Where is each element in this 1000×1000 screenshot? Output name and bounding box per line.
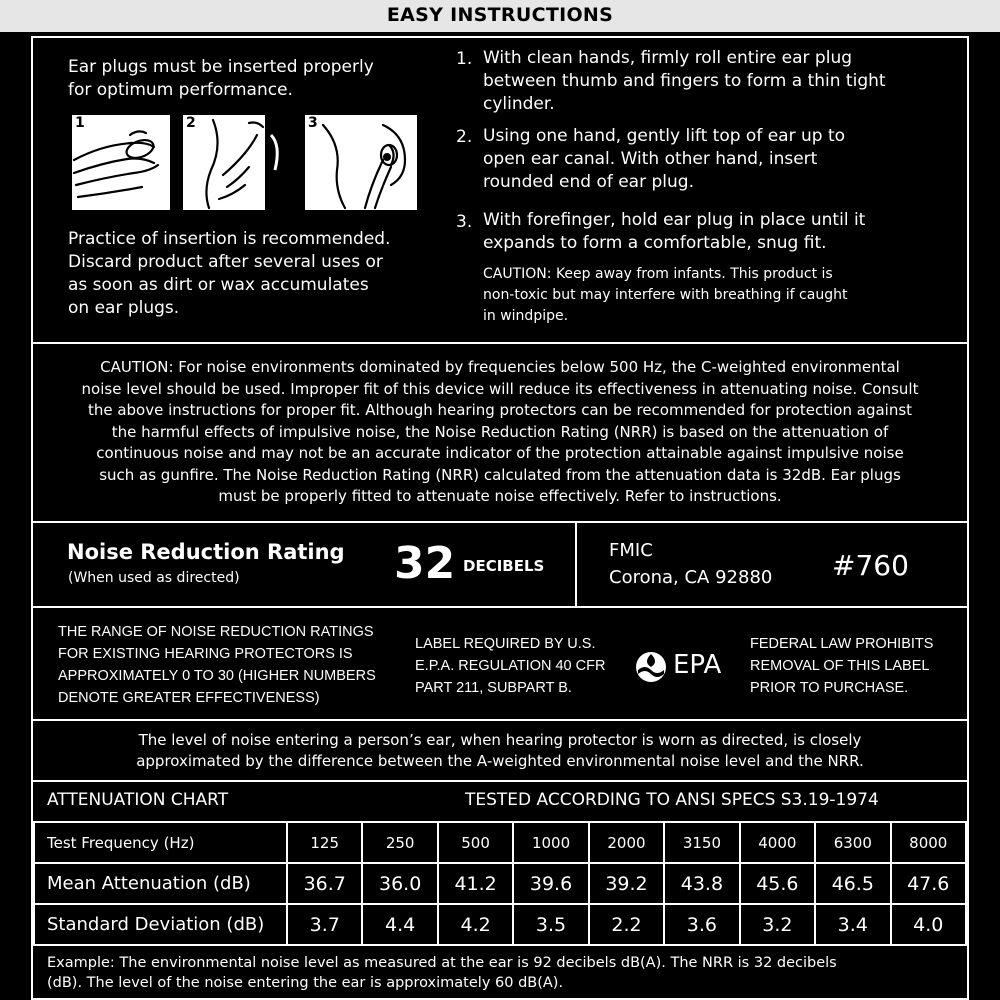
epa-logo-icon [633,650,669,684]
federal-law-line: PRIOR TO PURCHASE. [750,680,909,696]
table-cell: 36.0 [362,863,437,904]
nrr-value: 32 [394,538,456,589]
table-cell: 47.6 [891,863,967,904]
federal-law-line: FEDERAL LAW PROHIBITS [750,636,934,652]
practice-line: as soon as dirt or wax accumulates [68,275,369,295]
step-text-line: rounded end of ear plug. [483,172,694,192]
table-cell: 46.5 [815,863,890,904]
nrr-title: Noise Reduction Rating [67,540,345,564]
table-cell: 125 [287,822,362,863]
divider [575,521,577,608]
caution-line: the above instructions for proper fit. Although hearing protectors can be recommended for protection against [87,401,913,419]
range-line: FOR EXISTING HEARING PROTECTORS IS [58,646,353,662]
table-cell: 2000 [589,822,664,863]
divider [31,606,969,608]
intro-line: for optimum performance. [68,80,293,100]
table-cell: 3.6 [664,904,739,945]
step-3-number: 3 [308,115,318,131]
table-cell: 3.4 [815,904,890,945]
table-row [34,822,966,863]
step-1-illustration [72,115,170,210]
table-cell: 6300 [815,822,890,863]
insert-plug-icon [305,115,417,210]
table-cell: 4.4 [362,904,437,945]
federal-law-line: REMOVAL OF THIS LABEL [750,658,930,674]
intro-line: Ear plugs must be inserted properly [68,57,374,77]
table-cell: 4000 [740,822,815,863]
practice-line: Practice of insertion is recommended. [68,229,391,249]
table-cell: 1000 [513,822,588,863]
example-line: Example: The environmental noise level as measured at the ear is 92 decibels dB(A). The NRR is 32 decibels [47,955,837,971]
divider [31,780,969,782]
range-line: DENOTE GREATER EFFECTIVENESS) [58,690,320,706]
range-line: THE RANGE OF NOISE REDUCTION RATINGS [58,624,374,640]
table-cell: 500 [438,822,513,863]
row-label: Test Frequency (Hz) [34,822,287,863]
lift-ear-icon [183,115,293,210]
step-text-line: cylinder. [483,94,555,114]
epa-text: EPA [673,650,722,680]
row-label: Standard Deviation (dB) [34,904,287,945]
table-cell: 4.2 [438,904,513,945]
step-2-number: 2 [186,115,196,131]
table-cell: 39.2 [589,863,664,904]
divider [31,342,969,344]
noise-note-line: The level of noise entering a person’s ear, when hearing protector is worn as directed, is closely [138,731,862,749]
nrr-subtitle: (When used as directed) [68,570,240,586]
insertion-illustrations [72,115,417,210]
caution-line: continuous noise and may not be an accurate indicator of the protection attainable against impulsive noise [96,444,904,462]
table-row [34,904,966,945]
label-required-line: LABEL REQUIRED BY U.S. [415,636,596,652]
company-name: FMIC [609,540,653,561]
step-2-illustration [183,115,293,210]
range-line: APPROXIMATELY 0 TO 30 (HIGHER NUMBERS [58,668,376,684]
step-number: 2. [456,127,473,147]
table-cell: 36.7 [287,863,362,904]
table-cell: 3.7 [287,904,362,945]
caution-small-line: in windpipe. [483,308,569,324]
table-cell: 4.0 [891,904,967,945]
company-address: Corona, CA 92880 [609,567,773,588]
row-label: Mean Attenuation (dB) [34,863,287,904]
chart-title: ATTENUATION CHART [47,790,229,810]
step-3-illustration [305,115,417,210]
model-number: #760 [832,549,909,582]
table-cell: 3.2 [740,904,815,945]
caution-line: such as gunfire. The Noise Reduction Rating (NRR) calculated from the attenuation data is 32dB. Ear plugs [99,465,901,484]
table-cell: 250 [362,822,437,863]
attenuation-table [33,821,967,946]
table-cell: 3.5 [513,904,588,945]
step-text-line: between thumb and fingers to form a thin tight [483,71,886,91]
caution-line: the harmful effects of impulsive noise, the Noise Reduction Rating (NRR) is based on the attenuation of [111,422,889,441]
caution-small-line: CAUTION: Keep away from infants. This product is [483,266,833,282]
divider [31,719,969,721]
table-cell: 41.2 [438,863,513,904]
practice-line: Discard product after several uses or [68,252,383,272]
caution-line: must be properly fitted to attenuate noise effectively. Refer to instructions. [218,487,782,505]
step-text-line: Using one hand, gently lift top of ear up to [483,126,846,146]
step-1-number: 1 [75,115,85,131]
caution-line: noise level should be used. Improper fit of this device will reduce its effectiveness in attenuating noise. Consult [81,379,919,398]
table-cell: 45.6 [740,863,815,904]
roll-plug-icon [72,115,170,210]
example-line: (dB). The level of the noise entering the ear is approximately 60 dB(A). [47,975,564,991]
step-number: 1. [456,49,473,69]
nrr-unit: DECIBELS [463,557,545,575]
table-cell: 39.6 [513,863,588,904]
label-required-line: E.P.A. REGULATION 40 CFR [415,658,606,674]
table-row [34,863,966,904]
step-number: 3. [456,212,473,232]
divider [31,521,969,523]
table-cell: 8000 [891,822,967,863]
noise-note-line: approximated by the difference between the A-weighted environmental noise level and the NRR. [136,752,864,770]
table-cell: 2.2 [589,904,664,945]
caution-small-line: non-toxic but may interfere with breathing if caught [483,287,848,303]
step-text-line: expands to form a comfortable, snug fit. [483,233,827,253]
practice-line: on ear plugs. [68,298,180,318]
step-text-line: With forefinger, hold ear plug in place until it [483,210,866,230]
table-cell: 3150 [664,822,739,863]
table-cell: 43.8 [664,863,739,904]
label-required-line: PART 211, SUBPART B. [415,680,572,696]
step-text-line: open ear canal. With other hand, insert [483,149,818,169]
header-title: EASY INSTRUCTIONS [386,4,614,26]
chart-tested-note: TESTED ACCORDING TO ANSI SPECS S3.19-1974 [465,790,879,810]
header-bar [0,0,1000,32]
caution-line: CAUTION: For noise environments dominated by frequencies below 500 Hz, the C-weighted environmental [100,358,900,376]
step-text-line: With clean hands, firmly roll entire ear plug [483,48,853,68]
